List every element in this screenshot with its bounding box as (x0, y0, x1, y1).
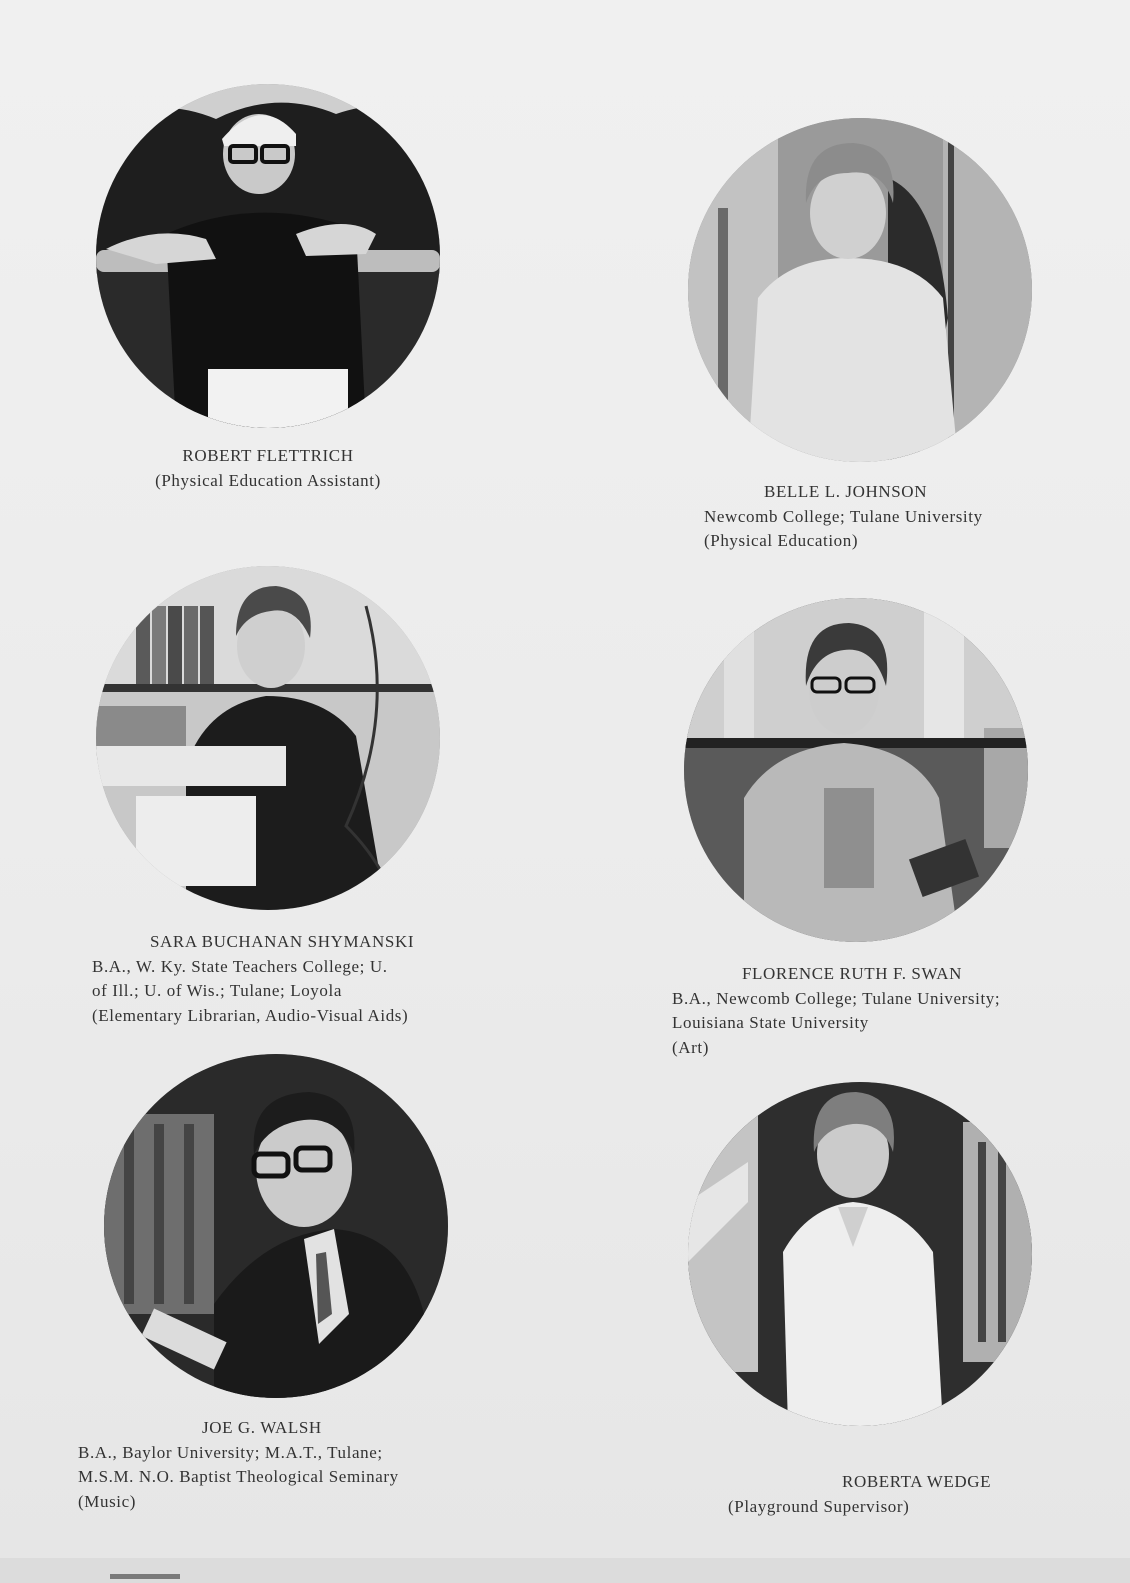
portrait-photo-joe-walsh (104, 1054, 448, 1398)
staff-name: ROBERT FLETTRICH (182, 446, 354, 465)
portrait-photo-belle-johnson (688, 118, 1032, 462)
staff-role: (Elementary Librarian, Audio-Visual Aids) (92, 1005, 409, 1025)
staff-education: B.A., Baylor University; M.A.T., Tulane; (78, 1442, 383, 1462)
portrait-photo-robert-flettrich (96, 84, 440, 428)
caption-roberta-wedge (728, 1470, 1028, 1519)
staff-name: FLORENCE RUTH F. SWAN (742, 964, 962, 983)
staff-role: (Music) (78, 1491, 137, 1511)
staff-role: (Physical Education Assistant) (155, 470, 381, 490)
staff-name: SARA BUCHANAN SHYMANSKI (150, 932, 415, 951)
staff-education: M.S.M. N.O. Baptist Theological Seminary (78, 1467, 399, 1486)
staff-education: Louisiana State University (672, 1013, 869, 1032)
caption-joe-walsh (78, 1416, 498, 1514)
staff-education: B.A., W. Ky. State Teachers College; U. (92, 956, 388, 976)
staff-role: (Art) (672, 1037, 709, 1057)
caption-florence-swan (672, 962, 1092, 1060)
staff-education: B.A., Newcomb College; Tulane University; (672, 988, 1001, 1008)
staff-education: Newcomb College; Tulane University (704, 506, 983, 526)
staff-role: (Physical Education) (704, 531, 859, 550)
portrait-photo-florence-swan (684, 598, 1028, 942)
caption-sara-shymanski (92, 930, 492, 1028)
caption-robert-flettrich (118, 444, 418, 493)
staff-role: (Playground Supervisor) (728, 1496, 910, 1516)
staff-name: JOE G. WALSH (202, 1418, 322, 1437)
caption-belle-johnson (704, 480, 1034, 554)
portrait-photo-roberta-wedge (688, 1082, 1032, 1426)
portrait-photo-sara-shymanski (96, 566, 440, 910)
staff-name: BELLE L. JOHNSON (764, 482, 928, 501)
staff-education: of Ill.; U. of Wis.; Tulane; Loyola (92, 981, 342, 1000)
staff-name: ROBERTA WEDGE (842, 1472, 992, 1491)
page-edge-mark (110, 1574, 180, 1579)
page-bottom-edge (0, 1558, 1130, 1583)
